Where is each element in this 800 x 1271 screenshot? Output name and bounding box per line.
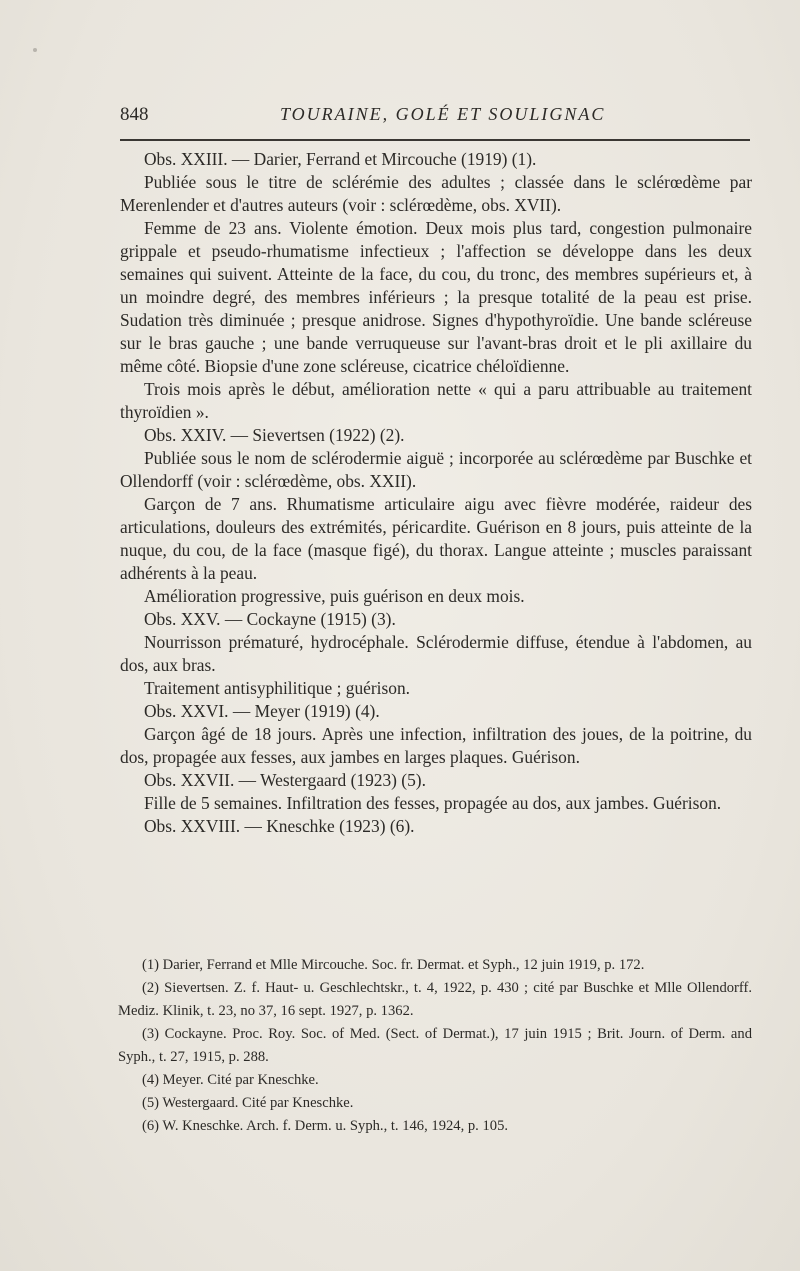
obs-xxvi-heading: Obs. XXVI. — Meyer (1919) (4). xyxy=(144,701,380,721)
paper-speck xyxy=(33,48,37,52)
page-header xyxy=(120,104,750,130)
running-title: TOURAINE, GOLÉ ET SOULIGNAC xyxy=(280,104,606,124)
obs-xxiv-outcome: Amélioration progressive, puis guérison en deux mois. xyxy=(144,586,525,606)
obs-xxviii-heading: Obs. XXVIII. — Kneschke (1923) (6). xyxy=(144,816,415,836)
footnote-6: (6) W. Kneschke. Arch. f. Derm. u. Syph., t. 146, 1924, p. 105. xyxy=(142,1118,509,1134)
obs-xxiii-publication: Publiée sous le titre de sclérémie des adultes ; classée dans le sclérœdème par Merenlender et d'autres auteurs (voir : sclérœdème, obs. XVII). xyxy=(120,172,752,215)
obs-xxiv-heading: Obs. XXIV. — Sievertsen (1922) (2). xyxy=(144,425,405,445)
footnote-5: (5) Westergaard. Cité par Kneschke. xyxy=(142,1095,354,1111)
footnote-1: (1) Darier, Ferrand et Mlle Mircouche. Soc. fr. Dermat. et Syph., 12 juin 1919, p. 172. xyxy=(142,957,645,973)
obs-xxiv-publication: Publiée sous le nom de sclérodermie aiguë ; incorporée au sclérœdème par Buschke et Ollendorff (voir : sclérœdème, obs. XXII). xyxy=(120,448,752,491)
page-number: 848 xyxy=(120,104,149,125)
header-rule xyxy=(120,139,750,141)
obs-xxiii-case: Femme de 23 ans. Violente émotion. Deux mois plus tard, congestion pulmonaire grippale et pseudo-rhumatisme infectieux ; l'affection se développe dans les deux semaines qui suivent. Atteinte de la face, du cou, du tronc, des membres supérieurs et, à un moindre degré, des membres inférieurs ; la presque totalité de la peau est prise. Sudation très diminuée ; presque anidrose. Signes d'hypothyroïdie. Une bande scléreuse sur le bras gauche ; une bande verruqueuse sur l'avant-bras droit et le pli axillaire du même côté. Biopsie d'une zone scléreuse, cicatrice chéloïdienne. xyxy=(120,218,752,376)
obs-xxiv-case: Garçon de 7 ans. Rhumatisme articulaire aigu avec fièvre modérée, raideur des articulations, douleurs des extrémités, péricardite. Guérison en 8 jours, puis atteinte de la nuque, du cou, de la face (masque figé), du thorax. Langue atteinte ; muscles paraissant adhérents à la peau. xyxy=(120,494,752,583)
obs-xxv-case: Nourrisson prématuré, hydrocéphale. Sclérodermie diffuse, étendue à l'abdomen, au dos, aux bras. xyxy=(120,632,752,675)
obs-xxvi-case: Garçon âgé de 18 jours. Après une infection, infiltration des joues, de la poitrine, du dos, propagée aux fesses, aux jambes en larges plaques. Guérison. xyxy=(120,724,752,767)
obs-xxiii-outcome: Trois mois après le début, amélioration nette « qui a paru attribuable au traitement thyroïdien ». xyxy=(120,379,752,422)
footnotes xyxy=(118,954,752,1138)
obs-xxvii-heading: Obs. XXVII. — Westergaard (1923) (5). xyxy=(144,770,426,790)
body-text xyxy=(120,148,752,838)
footnote-4: (4) Meyer. Cité par Kneschke. xyxy=(142,1072,319,1088)
footnote-3: (3) Cockayne. Proc. Roy. Soc. of Med. (Sect. of Dermat.), 17 juin 1915 ; Brit. Journ. of Derm. and Syph., t. 27, 1915, p. 288. xyxy=(118,1026,752,1065)
footnote-2: (2) Sievertsen. Z. f. Haut- u. Geschlechtskr., t. 4, 1922, p. 430 ; cité par Buschke et Mlle Ollendorff. Mediz. Klinik, t. 23, no 37, 16 sept. 1927, p. 1362. xyxy=(118,980,752,1019)
obs-xxv-outcome: Traitement antisyphilitique ; guérison. xyxy=(144,678,410,698)
obs-xxvii-case: Fille de 5 semaines. Infiltration des fesses, propagée au dos, aux jambes. Guérison. xyxy=(144,793,722,813)
obs-xxv-heading: Obs. XXV. — Cockayne (1915) (3). xyxy=(144,609,396,629)
obs-xxiii-heading: Obs. XXIII. — Darier, Ferrand et Mircouche (1919) (1). xyxy=(144,149,537,169)
